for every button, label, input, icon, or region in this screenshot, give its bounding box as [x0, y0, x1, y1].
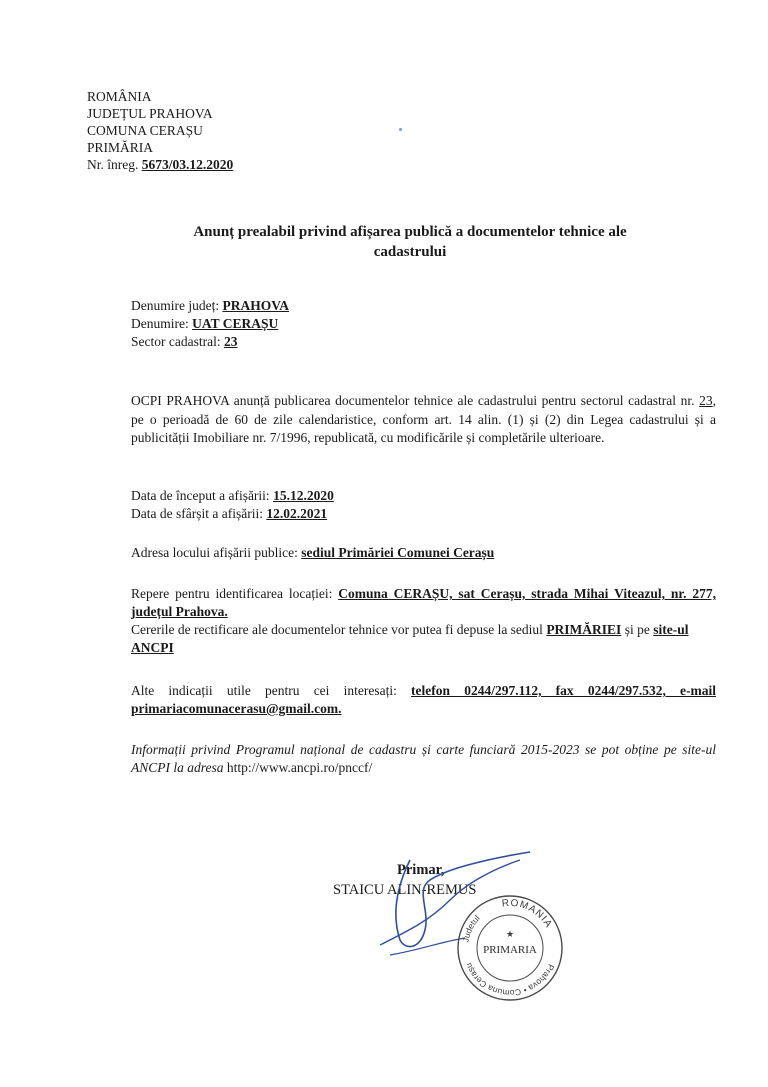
- sector-row: [131, 333, 716, 351]
- address-row: [131, 544, 716, 562]
- title-line-1: Anunț prealabil privind afișarea publică a documentelor tehnice ale: [193, 224, 627, 240]
- contact-label: Alte indicații utile pentru cei interesați:: [131, 683, 397, 698]
- announcement-sector: 23: [699, 393, 713, 408]
- registration-number: 5673/03.12.2020: [141, 157, 234, 172]
- info-url: http://www.ancpi.ro/pnccf/: [226, 760, 373, 775]
- mayor-name: STAICU ALIN-REMUS: [333, 882, 477, 898]
- svg-text:★: ★: [505, 929, 515, 939]
- contact-value: telefon 0244/297.112, fax 0244/297.532, e-mail primariacomunacerasu@gmail.com.: [131, 683, 716, 716]
- identification-block: [131, 297, 716, 351]
- end-date-value: 12.02.2021: [266, 506, 328, 521]
- contact-paragraph: [131, 682, 716, 718]
- document-title: [120, 222, 700, 262]
- issuer-header: [87, 88, 233, 173]
- dates-block: [131, 487, 716, 523]
- announcement-text-1: OCPI PRAHOVA anunță publicarea documentelor tehnice ale cadastrului pentru sectorul cadastral nr.: [131, 393, 695, 408]
- end-date-row: [131, 505, 716, 523]
- rectification-place: PRIMĂRIEI: [546, 622, 622, 637]
- info-text: Informații privind Programul național de cadastru și carte funciară 2015-2023 se pot obține pe site-ul ANCPI la adresa: [131, 742, 716, 775]
- announcement-paragraph: [131, 392, 716, 448]
- county-label: Denumire județ:: [131, 298, 220, 313]
- address-value: sediul Primăriei Comunei Cerașu: [301, 545, 495, 560]
- uat-value: UAT CERAȘU: [192, 316, 279, 331]
- info-paragraph: [131, 741, 716, 777]
- commune-line: COMUNA CERAȘU: [87, 123, 203, 138]
- start-date-value: 15.12.2020: [273, 488, 334, 503]
- county-row: [131, 297, 716, 315]
- stamp-top-text: ROMANIA: [501, 897, 555, 931]
- uat-row: [131, 315, 716, 333]
- mayor-title: Primar,: [397, 862, 445, 878]
- start-date-row: [131, 487, 716, 505]
- sector-value: 23: [223, 334, 238, 349]
- office-line: PRIMĂRIA: [87, 140, 154, 155]
- county-line: JUDEȚUL PRAHOVA: [87, 106, 213, 121]
- uat-label: Denumire:: [131, 316, 189, 331]
- svg-text:ROMANIA: [501, 898, 554, 930]
- scan-speck: [399, 128, 402, 131]
- rectification-text-2: și pe: [624, 622, 650, 637]
- stamp-left-text: Judetul: [460, 912, 482, 944]
- rectification-text-1: Cererile de rectificare ale documentelor tehnice vor putea fi depuse la sediul: [131, 622, 543, 637]
- landmarks-label: Repere pentru identificarea locației:: [131, 586, 333, 601]
- title-line-2: cadastrului: [373, 244, 447, 260]
- stamp-center-text: PRIMARIA: [483, 944, 537, 956]
- rectification-paragraph: [131, 621, 716, 657]
- announcement-text-2: , pe o perioadă de 60 de zile calendaristice, conform art. 14 alin. (1) și (2) din Legea cadastrului și a publicității Imobiliare nr. 7/1996, republicată, cu modificările și completările ulterioare.: [131, 393, 717, 445]
- county-value: PRAHOVA: [222, 298, 289, 313]
- sector-label: Sector cadastral:: [131, 334, 221, 349]
- registration-line: [87, 156, 233, 173]
- start-date-label: Data de început a afișării:: [131, 488, 270, 503]
- registration-label: Nr. înreg.: [87, 157, 139, 172]
- country-line: ROMÂNIA: [87, 89, 152, 104]
- rectification-site: site-ul ANCPI: [131, 622, 689, 655]
- end-date-label: Data de sfârșit a afișării:: [131, 506, 263, 521]
- landmarks-value: Comuna CERAȘU, sat Cerașu, strada Mihai Viteazul, nr. 277, județul Prahova.: [131, 586, 716, 619]
- stamp-bottom-text: Prahova • Comuna Cerașu: [463, 961, 557, 999]
- address-label: Adresa locului afișării publice:: [131, 545, 298, 560]
- svg-text:Prahova • Comuna Cerașu: [463, 961, 556, 998]
- official-stamp: [455, 893, 565, 1003]
- landmarks-paragraph: [131, 585, 716, 621]
